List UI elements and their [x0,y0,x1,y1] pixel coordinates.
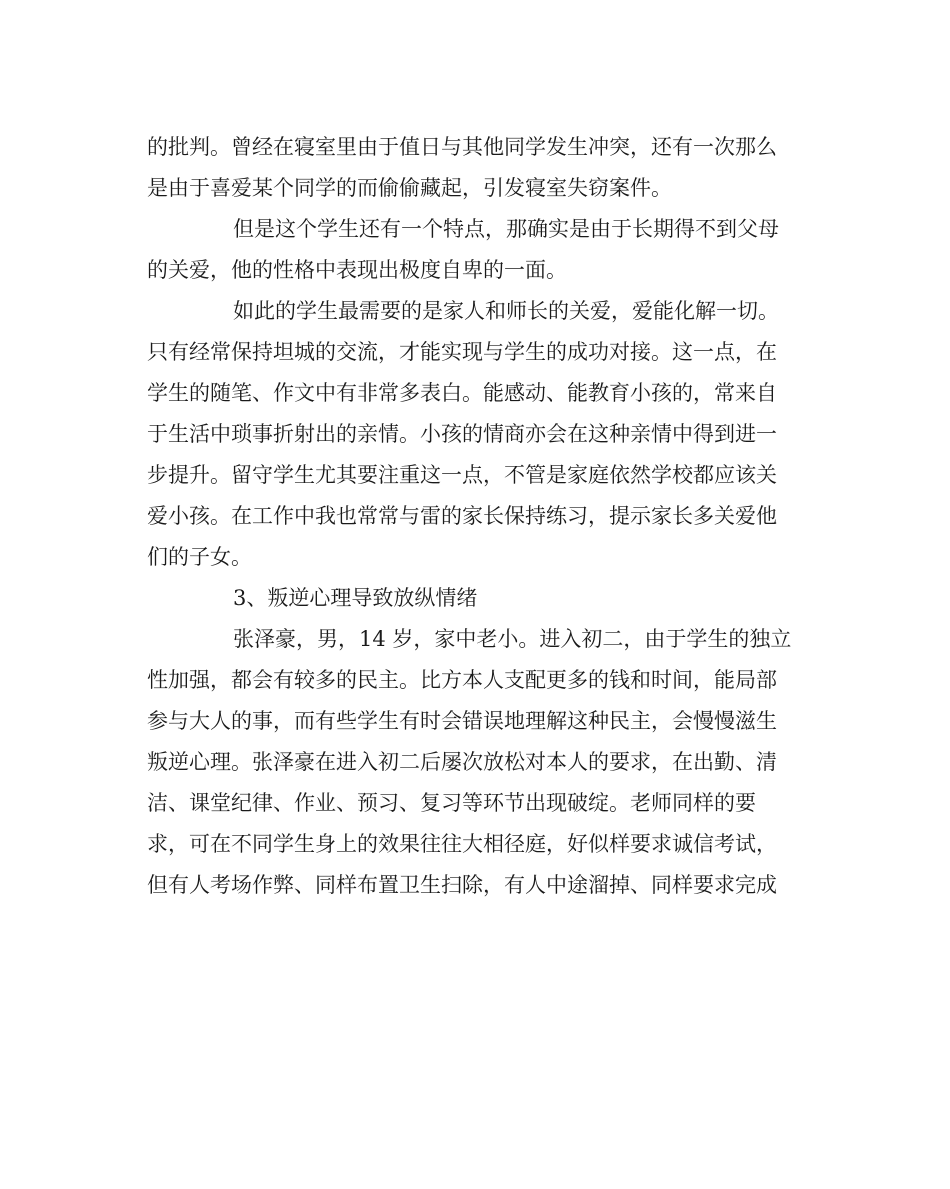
text-line: 但有人考场作弊、同样布置卫生扫除，有人中途溜掉、同样要求完成 [147,873,777,897]
body-text [147,127,807,906]
text-line: 爱小孩。在工作中我也常常与雷的家长保持练习，提示家长多关爱他 [147,504,777,528]
text-line: 是由于喜爱某个同学的而偷偷藏起，引发寝室失窃案件。 [147,176,672,200]
text-line: 的批判。曾经在寝室里由于值日与其他同学发生冲突，还有一次那么 [147,135,777,159]
text-line: 们的子女。 [147,545,252,569]
text-line: 的关爱，他的性格中表现出极度自卑的一面。 [147,258,567,282]
text-line: 于生活中琐事折射出的亲情。小孩的情商亦会在这种亲情中得到进一 [147,422,777,446]
text-line: 学生的随笔、作文中有非常多表白。能感动、能教育小孩的，常来自 [147,381,777,405]
text-line: 只有经常保持坦城的交流，才能实现与学生的成功对接。这一点，在 [147,340,777,364]
paragraph-start: 张泽豪，男，14 岁，家中老小。进入初二，由于学生的独立 [233,627,792,651]
text-line: 参与大人的事，而有些学生有时会错误地理解这种民主，会慢慢滋生 [147,709,777,733]
text-line: 性加强，都会有较多的民主。比方本人支配更多的钱和时间，能局部 [147,668,777,692]
text-line: 洁、课堂纪律、作业、预习、复习等环节出现破绽。老师同样的要 [147,791,756,815]
paragraph-start: 如此的学生最需要的是家人和师长的关爱，爱能化解一切。 [233,299,779,323]
section-heading: 3、叛逆心理导致放纵情绪 [233,586,478,610]
paragraph-start: 但是这个学生还有一个特点，那确实是由于长期得不到父母 [233,217,779,241]
text-line: 步提升。留守学生尤其要注重这一点，不管是家庭依然学校都应该关 [147,463,777,487]
text-line: 叛逆心理。张泽豪在进入初二后屡次放松对本人的要求，在出勤、清 [147,750,777,774]
text-line: 求，可在不同学生身上的效果往往大相径庭，好似样要求诚信考试， [147,832,777,856]
